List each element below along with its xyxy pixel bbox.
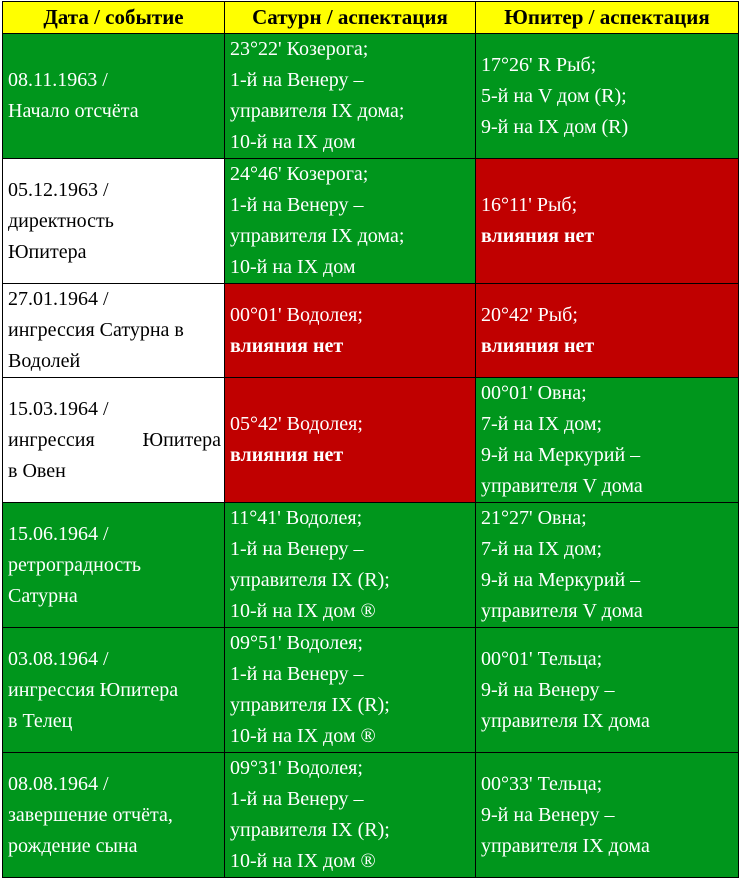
jupiter-line: 00°01' Овна;: [481, 382, 587, 404]
table-row: [3, 628, 739, 753]
jupiter-line: управителя V дома: [481, 600, 643, 622]
table-row: [3, 284, 739, 378]
saturn-line: 10-й на IX дом: [230, 256, 356, 278]
event-cell: [3, 628, 225, 753]
jupiter-line: 9-й на Венеру –: [481, 803, 615, 826]
event-line: Сатурна: [8, 584, 78, 607]
event-cell: [3, 159, 225, 284]
table-row: [3, 753, 739, 878]
saturn-line: 1-й на Венеру –: [230, 663, 364, 685]
header-saturn: Сатурн / аспектация: [225, 2, 476, 34]
jupiter-line: 17°26' R Рыб;: [481, 53, 597, 76]
saturn-line: 1-й на Венеру –: [230, 194, 364, 216]
event-line: 08.11.1963 /: [8, 69, 108, 91]
saturn-line: 1-й на Венеру –: [230, 69, 364, 91]
jupiter-line: 00°33' Тельца;: [481, 772, 603, 795]
event-line: 03.08.1964 /: [8, 647, 109, 670]
jupiter-line: 7-й на IX дом;: [481, 538, 603, 560]
jupiter-cell: [476, 753, 739, 878]
header-date-event: Дата / событие: [3, 2, 225, 34]
event-line: 15.03.1964 /: [8, 397, 109, 420]
saturn-cell: [225, 753, 476, 878]
saturn-line: 1-й на Венеру –: [230, 538, 364, 560]
jupiter-cell: [476, 284, 739, 378]
event-line: ингрессия Юпитера: [8, 428, 221, 451]
event-line: рождение сына: [8, 834, 138, 857]
event-cell: [3, 503, 225, 628]
jupiter-cell: [476, 378, 739, 503]
saturn-cell: [225, 503, 476, 628]
saturn-line: 09°31' Водолея;: [230, 757, 363, 779]
jupiter-line: 21°27' Овна;: [481, 507, 587, 529]
saturn-line: влияния нет: [230, 444, 344, 466]
saturn-line: 24°46' Козерога;: [230, 163, 369, 185]
event-cell: [3, 34, 225, 159]
saturn-line: влияния нет: [230, 334, 344, 357]
saturn-line: управителя IX дома;: [230, 100, 405, 122]
event-cell: [3, 378, 225, 503]
event-line: 05.12.1963 /: [8, 178, 109, 201]
saturn-line: 23°22' Козерога;: [230, 38, 369, 60]
event-line: 15.06.1964 /: [8, 522, 109, 545]
jupiter-line: 20°42' Рыб;: [481, 303, 578, 326]
saturn-line: управителя IX дома;: [230, 225, 405, 247]
jupiter-line: 9-й на Меркурий –: [481, 444, 641, 466]
saturn-cell: [225, 159, 476, 284]
jupiter-line: 7-й на IX дом;: [481, 413, 603, 435]
jupiter-line: 9-й на Меркурий –: [481, 569, 641, 591]
jupiter-cell: [476, 34, 739, 159]
table-row: [3, 159, 739, 284]
jupiter-line: 16°11' Рыб;: [481, 194, 578, 216]
event-line: 27.01.1964 /: [8, 288, 109, 310]
event-line: ингрессия Сатурна в: [8, 319, 184, 341]
event-line: в Овен: [8, 459, 66, 482]
saturn-line: 1-й на Венеру –: [230, 788, 364, 810]
event-line: Водолей: [8, 350, 81, 372]
table-row: [3, 503, 739, 628]
jupiter-line: управителя V дома: [481, 475, 643, 497]
table-row: [3, 34, 739, 159]
saturn-line: 11°41' Водолея;: [230, 507, 363, 529]
jupiter-line: 5-й на V дом (R);: [481, 84, 627, 107]
saturn-cell: [225, 284, 476, 378]
event-line: в Телец: [8, 709, 73, 732]
jupiter-cell: [476, 628, 739, 753]
saturn-line: 10-й на IX дом ®: [230, 725, 376, 747]
saturn-line: 09°51' Водолея;: [230, 632, 363, 654]
event-line: ингрессия Юпитера: [8, 678, 179, 701]
saturn-line: 10-й на IX дом: [230, 131, 356, 153]
event-cell: [3, 284, 225, 378]
jupiter-line: управителя IX дома: [481, 834, 650, 857]
saturn-line: 00°01' Водолея;: [230, 303, 363, 326]
saturn-cell: [225, 34, 476, 159]
saturn-line: 10-й на IX дом ®: [230, 600, 376, 622]
saturn-cell: [225, 628, 476, 753]
jupiter-line: 00°01' Тельца;: [481, 647, 603, 670]
saturn-line: управителя IX (R);: [230, 569, 390, 591]
event-cell: [3, 753, 225, 878]
event-line: директность: [8, 209, 114, 232]
jupiter-line: 9-й на IX дом (R): [481, 115, 629, 138]
event-line: Юпитера: [8, 240, 87, 263]
table-body: [3, 34, 739, 878]
saturn-line: управителя IX (R);: [230, 694, 390, 716]
jupiter-cell: [476, 159, 739, 284]
jupiter-line: влияния нет: [481, 334, 595, 357]
jupiter-cell: [476, 503, 739, 628]
event-line: Начало отсчёта: [8, 100, 139, 122]
saturn-line: 05°42' Водолея;: [230, 413, 363, 435]
header-row: [3, 2, 739, 34]
saturn-line: управителя IX (R);: [230, 819, 390, 841]
event-line: 08.08.1964 /: [8, 772, 109, 795]
jupiter-line: влияния нет: [481, 225, 595, 247]
saturn-line: 10-й на IX дом ®: [230, 850, 376, 872]
header-jupiter: Юпитер / аспектация: [476, 2, 739, 34]
astrology-table: [2, 1, 739, 878]
saturn-cell: [225, 378, 476, 503]
event-line: ретроградность: [8, 553, 142, 576]
table-row: [3, 378, 739, 503]
event-line: завершение отчёта,: [8, 803, 173, 826]
jupiter-line: управителя IX дома: [481, 709, 650, 732]
jupiter-line: 9-й на Венеру –: [481, 678, 615, 701]
